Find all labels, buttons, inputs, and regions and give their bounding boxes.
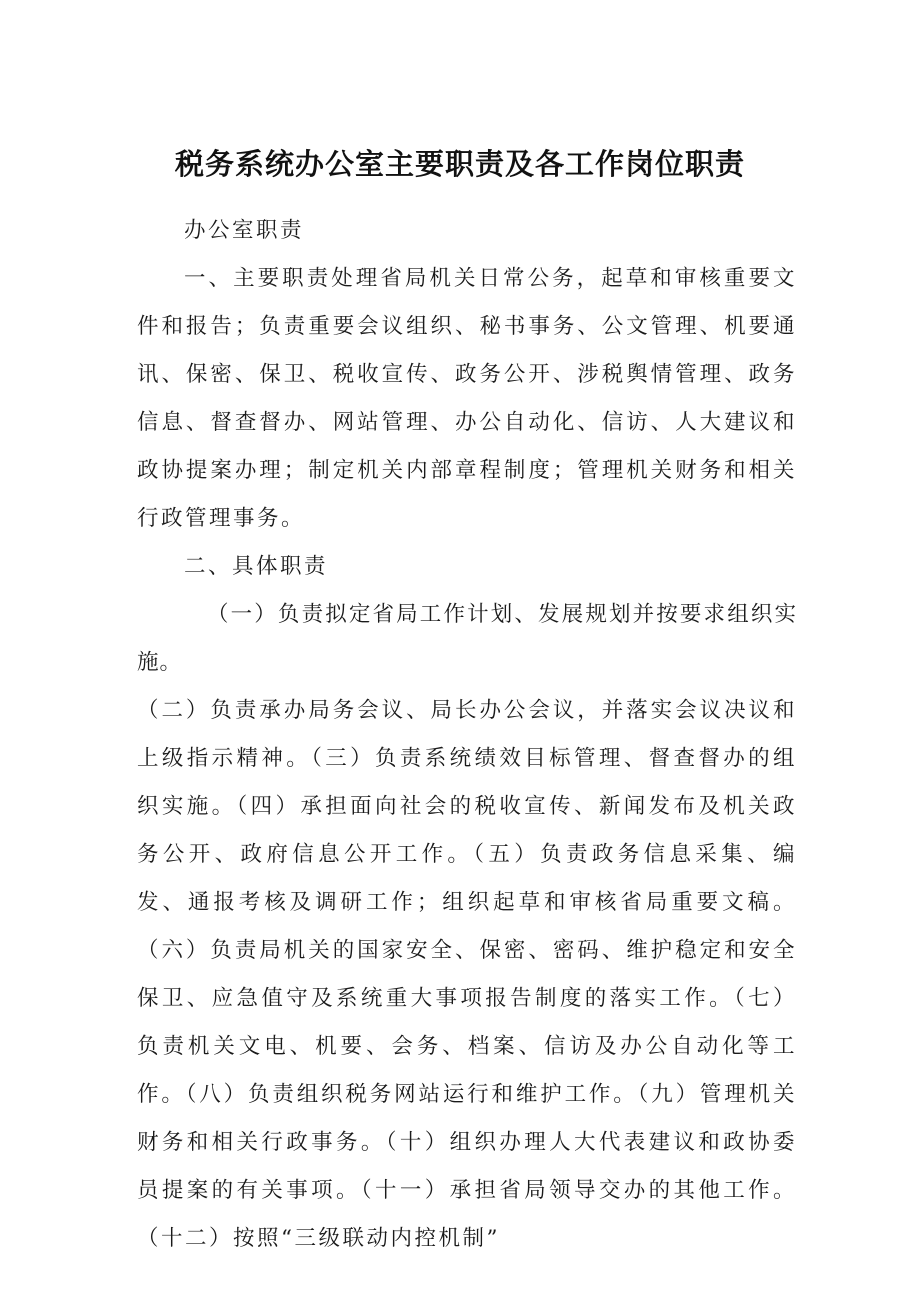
document-title: 税务系统办公室主要职责及各工作岗位职责 [174,147,745,181]
duty-item-1: （一）负责拟定省局工作计划、发展规划并按要求组织实施。 [137,602,797,675]
specific-duties-heading: 二、具体职责 [184,554,329,579]
document-body [137,207,797,1263]
section-heading: 办公室职责 [184,218,305,243]
duty-items-paragraph: （二）负责承办局务会议、局长办公会议，并落实会议决议和上级指示精神。（三）负责系统绩效目标管理、督查督办的组织实施。（四）承担面向社会的税收宣传、新闻发布及机关政务公开、政府信息公开工作。（五）负责政务信息采集、编发、通报考核及调研工作；组织起草和审核省局重要文稿。（六）负责局机关的国家安全、保密、密码、维护稳定和安全保卫、应急值守及系统重大事项报告制度的落实工作。（七）负责机关文电、机要、会务、档案、信访及办公自动化等工作。（八）负责组织税务网站运行和维护工作。（九）管理机关财务和相关行政事务。（十）组织办理人大代表建议和政协委员提案的有关事项。（十一）承担省局领导交办的其他工作。（十二）按照“三级联动内控机制” [137,698,797,1251]
main-duties-paragraph: 一、主要职责处理省局机关日常公务，起草和审核重要文件和报告；负责重要会议组织、秘书事务、公文管理、机要通讯、保密、保卫、税收宣传、政务公开、涉税舆情管理、政务信息、督查督办、网站管理、办公自动化、信访、人大建议和政协提案办理；制定机关内部章程制度；管理机关财务和相关行政管理事务。 [137,266,797,531]
